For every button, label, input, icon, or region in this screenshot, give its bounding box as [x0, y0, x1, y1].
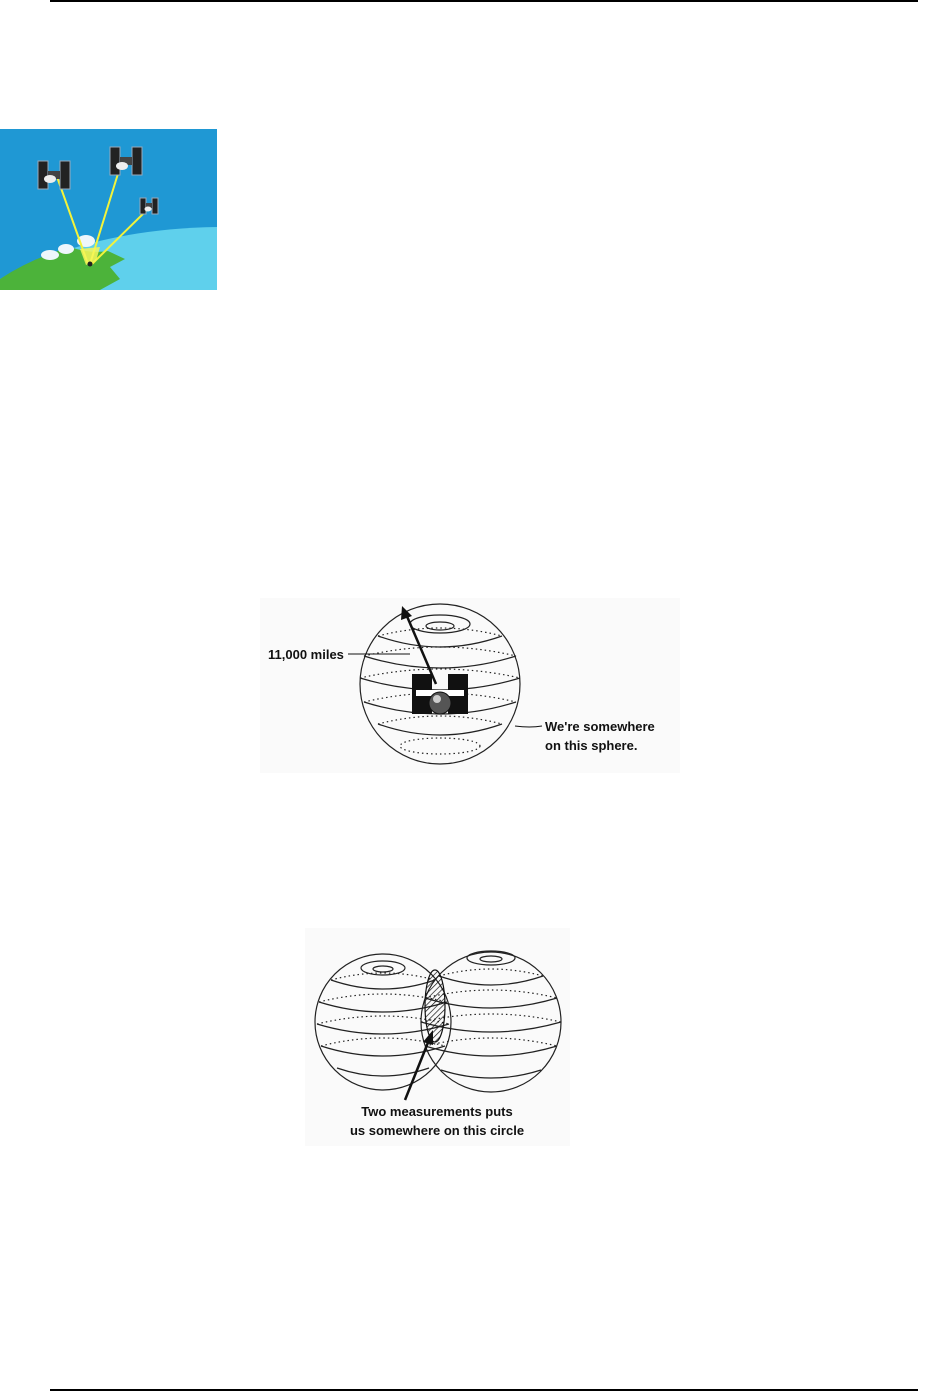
two-spheres-diagram	[305, 928, 570, 1146]
two-spheres-caption-line2: us somewhere on this circle	[349, 1123, 525, 1138]
two-spheres-svg	[305, 928, 570, 1146]
distance-label: 11,000 miles	[268, 647, 344, 662]
sphere-caption-line1: We're somewhere	[545, 719, 655, 734]
single-sphere-diagram	[260, 598, 680, 773]
cloud	[58, 244, 74, 254]
header-rule	[50, 0, 918, 2]
footer-rule	[50, 1389, 918, 1391]
two-spheres-caption-line1: Two measurements puts	[361, 1104, 513, 1119]
cloud	[41, 250, 59, 260]
sphere-caption-line2: on this sphere.	[545, 738, 638, 753]
gps-satellites-illustration	[0, 129, 217, 290]
receiver-icon	[88, 262, 93, 267]
satellites-earth-svg	[0, 129, 217, 290]
intersection-circle	[425, 970, 445, 1042]
single-sphere-svg	[260, 598, 680, 773]
